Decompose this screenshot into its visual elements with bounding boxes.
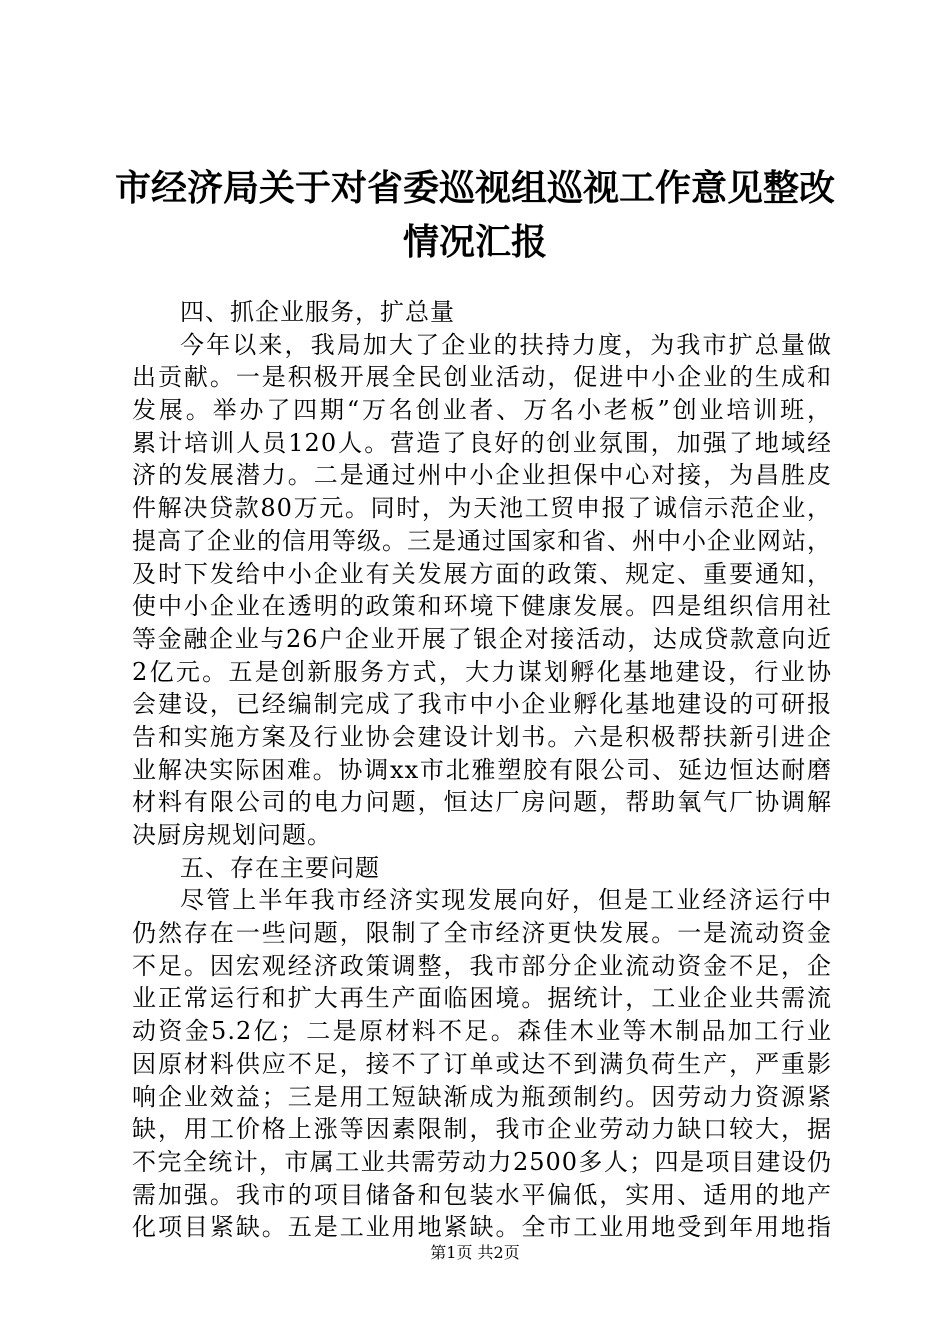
- paragraph-line: 告和实施方案及行业协会建设计划书。六是积极帮扶新引进企: [132, 722, 832, 751]
- paragraph-line: 不足。因宏观经济政策调整，我市部分企业流动资金不足，企: [132, 951, 832, 980]
- paragraph-line: 化项目紧缺。五是工业用地紧缺。全市工业用地受到年用地指: [132, 1213, 832, 1242]
- paragraph-line: 累计培训人员120人。营造了良好的创业氛围，加强了地域经: [132, 428, 832, 457]
- section-4-body: [132, 329, 832, 852]
- paragraph-line: 业正常运行和扩大再生产面临困境。据统计，工业企业共需流: [132, 984, 832, 1013]
- paragraph-line: 需加强。我市的项目储备和包装水平偏低，实用、适用的地产: [132, 1180, 832, 1209]
- section-5-body: [132, 884, 832, 1244]
- document-title-line-2: 情况汇报: [402, 221, 547, 263]
- paragraph-line: 仍然存在一些问题，限制了全市经济更快发展。一是流动资金: [132, 919, 832, 948]
- document-body: [132, 296, 832, 1244]
- paragraph-line: 件解决贷款80万元。同时，为天池工贸申报了诚信示范企业，: [132, 494, 832, 523]
- paragraph-line: 缺，用工价格上涨等因素限制，我市企业劳动力缺口较大，据: [132, 1115, 832, 1144]
- paragraph-line: 业解决实际困难。协调xx市北雅塑胶有限公司、延边恒达耐磨: [132, 755, 832, 784]
- paragraph-line: 响企业效益；三是用工短缺渐成为瓶颈制约。因劳动力资源紧: [132, 1082, 832, 1111]
- paragraph-line: 使中小企业在透明的政策和环境下健康发展。四是组织信用社: [132, 592, 832, 621]
- paragraph-line: 动资金5.2亿；二是原材料不足。森佳木业等木制品加工行业: [132, 1017, 832, 1046]
- paragraph-line: 材料有限公司的电力问题，恒达厂房问题，帮助氧气厂协调解: [132, 788, 832, 817]
- paragraph-line: 2亿元。五是创新服务方式，大力谋划孵化基地建设，行业协: [132, 657, 832, 686]
- paragraph-line: 因原材料供应不足，接不了订单或达不到满负荷生产，严重影: [132, 1049, 832, 1078]
- paragraph-line: 发展。举办了四期“万名创业者、万名小老板”创业培训班，: [132, 396, 832, 425]
- paragraph-line: 等金融企业与26户企业开展了银企对接活动，达成贷款意向近: [132, 624, 832, 653]
- paragraph-line: 不完全统计，市属工业共需劳动力2500多人；四是项目建设仍: [132, 1147, 832, 1176]
- paragraph-line: 出贡献。一是积极开展全民创业活动，促进中小企业的生成和: [132, 363, 832, 392]
- paragraph-line: 提高了企业的信用等级。三是通过国家和省、州中小企业网站，: [132, 526, 832, 555]
- paragraph-line: 决厨房规划问题。: [132, 821, 332, 849]
- paragraph-line: 尽管上半年我市经济实现发展向好，但是工业经济运行中: [180, 886, 832, 915]
- paragraph-line: 会建设，已经编制完成了我市中小企业孵化基地建设的可研报: [132, 690, 832, 719]
- page-number-footer: 第1页 共2页: [430, 1243, 520, 1262]
- section-5-heading: 五、存在主要问题: [180, 853, 380, 882]
- paragraph-line: 今年以来，我局加大了企业的扶持力度，为我市扩总量做: [180, 330, 832, 359]
- document-title-line-1: 市经济局关于对省委巡视组巡视工作意见整改: [114, 167, 835, 209]
- paragraph-line: 及时下发给中小企业有关发展方面的政策、规定、重要通知，: [132, 559, 832, 588]
- paragraph-line: 济的发展潜力。二是通过州中小企业担保中心对接，为昌胜皮: [132, 461, 832, 490]
- section-4-heading: 四、抓企业服务，扩总量: [180, 298, 455, 326]
